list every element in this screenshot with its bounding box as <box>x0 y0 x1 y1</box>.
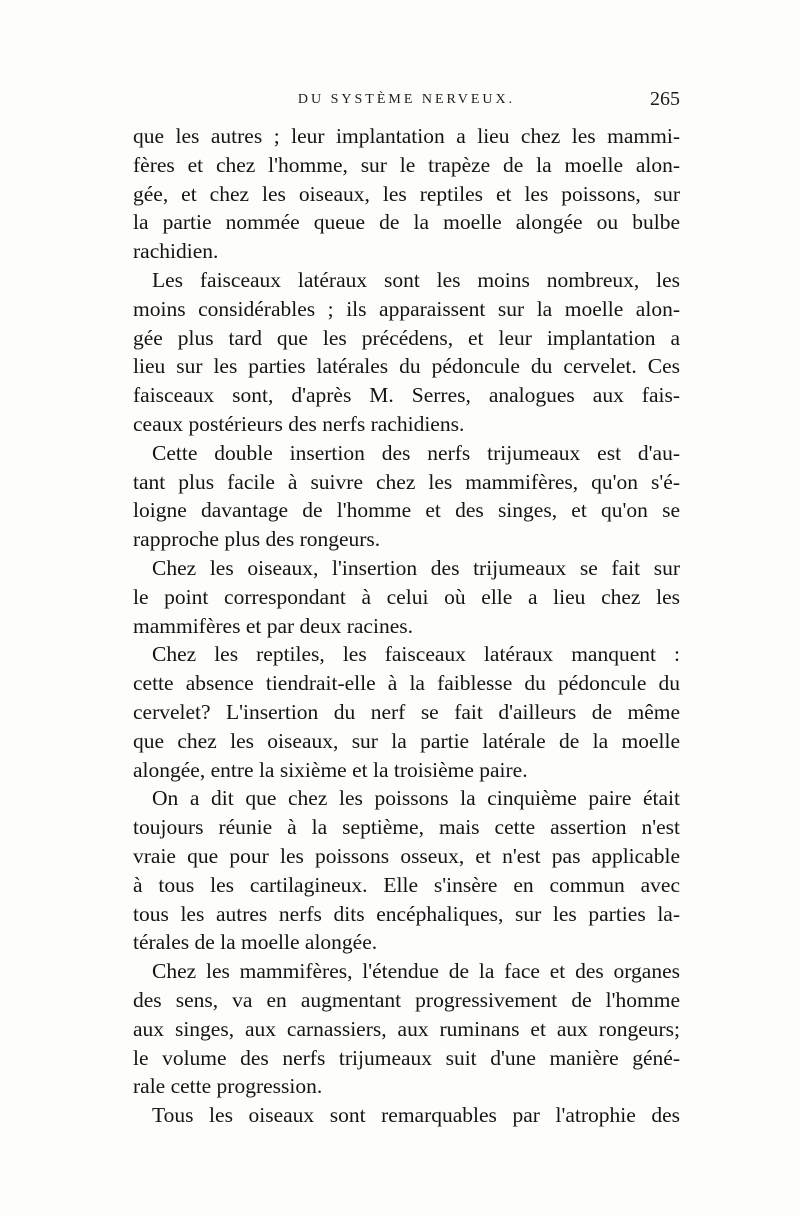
text-line: Tous les oiseaux sont remarquables par l'atrophie des <box>152 1103 680 1128</box>
text-line: rapproche plus des rongeurs. <box>133 527 381 552</box>
text-line: le volume des nerfs trijumeaux suit d'une manière géné- <box>133 1045 680 1070</box>
text-line: loigne davantage de l'homme et des singes, et qu'on se <box>133 498 680 523</box>
text-line: On a dit que chez les poissons la cinquième paire était <box>152 786 680 811</box>
text-line: rale cette progression. <box>133 1074 323 1099</box>
text-line: rachidien. <box>133 239 219 264</box>
text-line: cette absence tiendrait-elle à la faiblesse du pédoncule du <box>133 671 680 696</box>
text-line: des sens, va en augmentant progressivement de l'homme <box>133 987 680 1012</box>
text-line: que les autres ; leur implantation a lieu chez les mammi- <box>133 124 680 148</box>
running-header <box>133 88 680 114</box>
text-line: mammifères et par deux racines. <box>133 613 413 638</box>
text-line: le point correspondant à celui où elle a lieu chez les <box>133 584 680 609</box>
text-line: gée, et chez les oiseaux, les reptiles et les poissons, sur <box>133 181 680 206</box>
running-title: DU SYSTÈME NERVEUX. <box>297 92 516 107</box>
text-line: tant plus facile à suivre chez les mammifères, qu'on s'é- <box>133 469 680 494</box>
page-number: 265 <box>650 88 680 110</box>
text-line: Chez les reptiles, les faisceaux latéraux manquent : <box>152 642 680 667</box>
text-line: tous les autres nerfs dits encéphaliques, sur les parties la- <box>133 901 680 926</box>
body-text <box>133 122 680 1130</box>
text-line: cervelet? L'insertion du nerf se fait d'ailleurs de même <box>133 699 680 724</box>
text-line: gée plus tard que les précédens, et leur implantation a <box>133 325 680 350</box>
text-line: térales de la moelle alongée. <box>133 930 378 955</box>
text-line: Chez les oiseaux, l'insertion des trijumeaux se fait sur <box>152 555 680 580</box>
text-line: alongée, entre la sixième et la troisième paire. <box>133 757 528 782</box>
text-line: vraie que pour les poissons osseux, et n'est pas applicable <box>133 843 680 868</box>
text-line: lieu sur les parties latérales du pédoncule du cervelet. Ces <box>133 354 680 379</box>
text-line: Chez les mammifères, l'étendue de la face et des organes <box>152 959 680 984</box>
text-line: la partie nommée queue de la moelle alongée ou bulbe <box>133 210 680 235</box>
text-line: à tous les cartilagineux. Elle s'insère en commun avec <box>133 872 680 897</box>
text-line: toujours réunie à la septième, mais cette assertion n'est <box>133 815 680 840</box>
text-line: fères et chez l'homme, sur le trapèze de la moelle alon- <box>133 152 680 177</box>
text-line: ceaux postérieurs des nerfs rachidiens. <box>133 411 465 436</box>
text-line: Les faisceaux latéraux sont les moins nombreux, les <box>152 267 680 292</box>
text-line: moins considérables ; ils apparaissent sur la moelle alon- <box>133 296 680 321</box>
text-line: aux singes, aux carnassiers, aux ruminans et aux rongeurs; <box>133 1016 680 1041</box>
text-line: Cette double insertion des nerfs trijumeaux est d'au- <box>152 440 680 465</box>
text-line: que chez les oiseaux, sur la partie latérale de la moelle <box>133 728 680 753</box>
text-line: faisceaux sont, d'après M. Serres, analogues aux fais- <box>133 383 680 408</box>
